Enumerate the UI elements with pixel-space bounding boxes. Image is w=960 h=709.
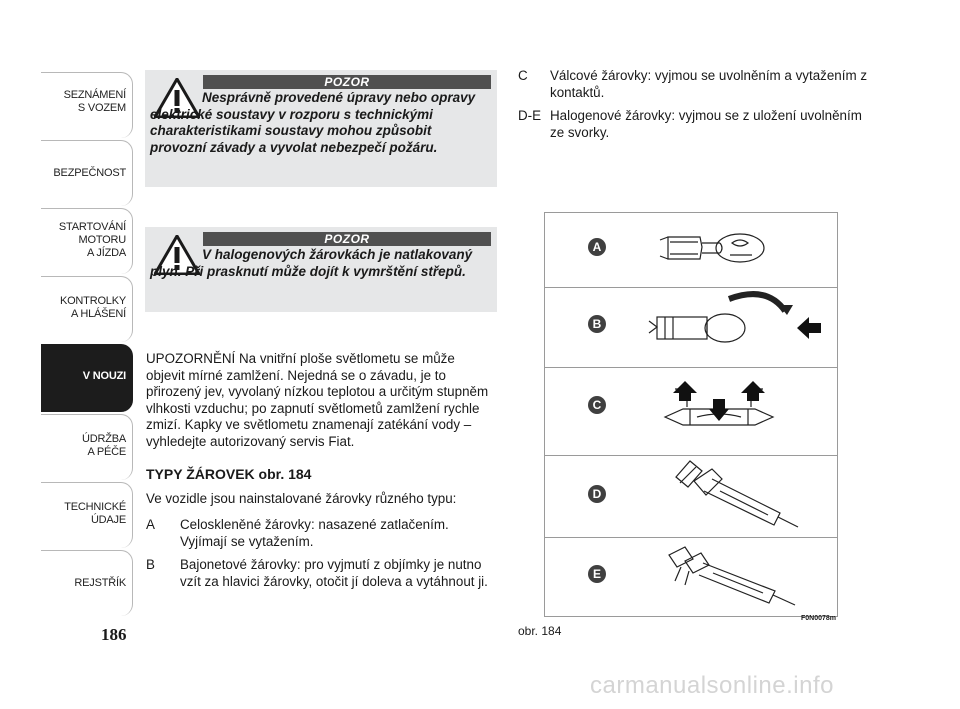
- glass-wedge-bulb-icon: [640, 215, 810, 285]
- tab-udrzba[interactable]: [41, 414, 133, 480]
- tab-startovani[interactable]: [41, 208, 133, 274]
- tab-seznameni[interactable]: [41, 72, 133, 138]
- tab-label: STARTOVÁNÍ MOTORU A JÍZDA: [58, 221, 126, 259]
- notice-paragraph: UPOZORNĚNÍ Na vnitřní ploše světlometu se může objevit mírné zamlžení. Nejedná se o závadu, je to přirozený jev, vyvolaný nízkou teplotou a určitým stupněm vlhkosti vzduchu; po zapnutí světlometů zamlžení rychle zmizí. Kapky ve světlometu znamenají zatékání vody – vyhledejte autorizovaný servis Fiat.: [146, 351, 489, 449]
- item-text: Válcové žárovky: vyjmou se uvolněním a vytažením z kontaktů.: [550, 68, 868, 100]
- figure-row-b: [545, 287, 837, 368]
- warning-text: Nesprávně provedené úpravy nebo opravy elektrické soustavy v rozporu s technickými charakteristikami soustavy mohou způsobit provozní závady a vyvolat nebezpečí požáru.: [150, 90, 476, 155]
- warning-box: [145, 227, 497, 312]
- list-item: [518, 108, 898, 142]
- item-key: D-E: [518, 108, 542, 123]
- figure-row-a: [545, 213, 837, 288]
- figure-row-d: [545, 455, 837, 538]
- tab-label: V NOUZI: [82, 370, 126, 382]
- label-c: C: [588, 396, 606, 414]
- label-b: B: [588, 315, 606, 333]
- bayonet-bulb-icon: [637, 287, 827, 365]
- tab-label: REJSTŘÍK: [74, 577, 126, 589]
- halogen-h4-bulb-icon: [650, 455, 830, 535]
- warning-header: POZOR: [203, 75, 491, 89]
- figure-row-c: [545, 367, 837, 456]
- tab-rejstrik[interactable]: [41, 550, 133, 616]
- tab-label: KONTROLKY A HLÁŠENÍ: [59, 295, 126, 320]
- tab-technicke[interactable]: [41, 482, 133, 548]
- tab-label: ÚDRŽBA A PÉČE: [81, 433, 126, 458]
- item-key: A: [146, 517, 155, 532]
- figure-caption: obr. 184: [518, 624, 562, 638]
- list-item: [146, 557, 496, 607]
- tab-bezpecnost[interactable]: [41, 140, 133, 206]
- halogen-h1-bulb-icon: [645, 537, 825, 615]
- item-text: Bajonetové žárovky: pro vyjmutí z objímky je nutno vzít za hlavici žárovky, otočit jí doleva a vytáhnout ji.: [180, 557, 488, 589]
- warning-header: POZOR: [203, 232, 491, 246]
- label-e: E: [588, 565, 606, 583]
- intro-paragraph: Ve vozidle jsou nainstalované žárovky různého typu:: [146, 491, 457, 506]
- tab-label: TECHNICKÉ ÚDAJE: [64, 501, 126, 526]
- tab-label: SEZNÁMENÍ S VOZEM: [63, 89, 126, 114]
- warning-text: V halogenových žárovkách je natlakovaný plyn. Při prasknutí může dojít k vymrštění střepů.: [150, 247, 473, 279]
- festoon-bulb-icon: [645, 367, 815, 453]
- tab-kontrolky[interactable]: [41, 276, 133, 342]
- list-item: [146, 517, 496, 551]
- item-key: B: [146, 557, 155, 572]
- list-item: [518, 68, 898, 102]
- page-number: 186: [101, 625, 127, 644]
- item-text: Halogenové žárovky: vyjmou se z uložení uvolněním ze svorky.: [550, 108, 862, 140]
- item-text: Celoskleněné žárovky: nasazené zatlačením. Vyjímají se vytažením.: [180, 517, 449, 549]
- label-d: D: [588, 485, 606, 503]
- bulb-types-figure: [544, 212, 838, 617]
- tab-v-nouzi[interactable]: [41, 344, 133, 412]
- section-heading: TYPY ŽÁROVEK obr. 184: [146, 466, 312, 482]
- label-a: A: [588, 238, 606, 256]
- tab-label: BEZPEČNOST: [53, 167, 126, 179]
- item-key: C: [518, 68, 528, 83]
- warning-box: [145, 70, 497, 187]
- figure-row-e: [545, 537, 837, 617]
- watermark: carmanualsonline.info: [590, 672, 834, 699]
- figure-code: F0N0078m: [801, 615, 837, 622]
